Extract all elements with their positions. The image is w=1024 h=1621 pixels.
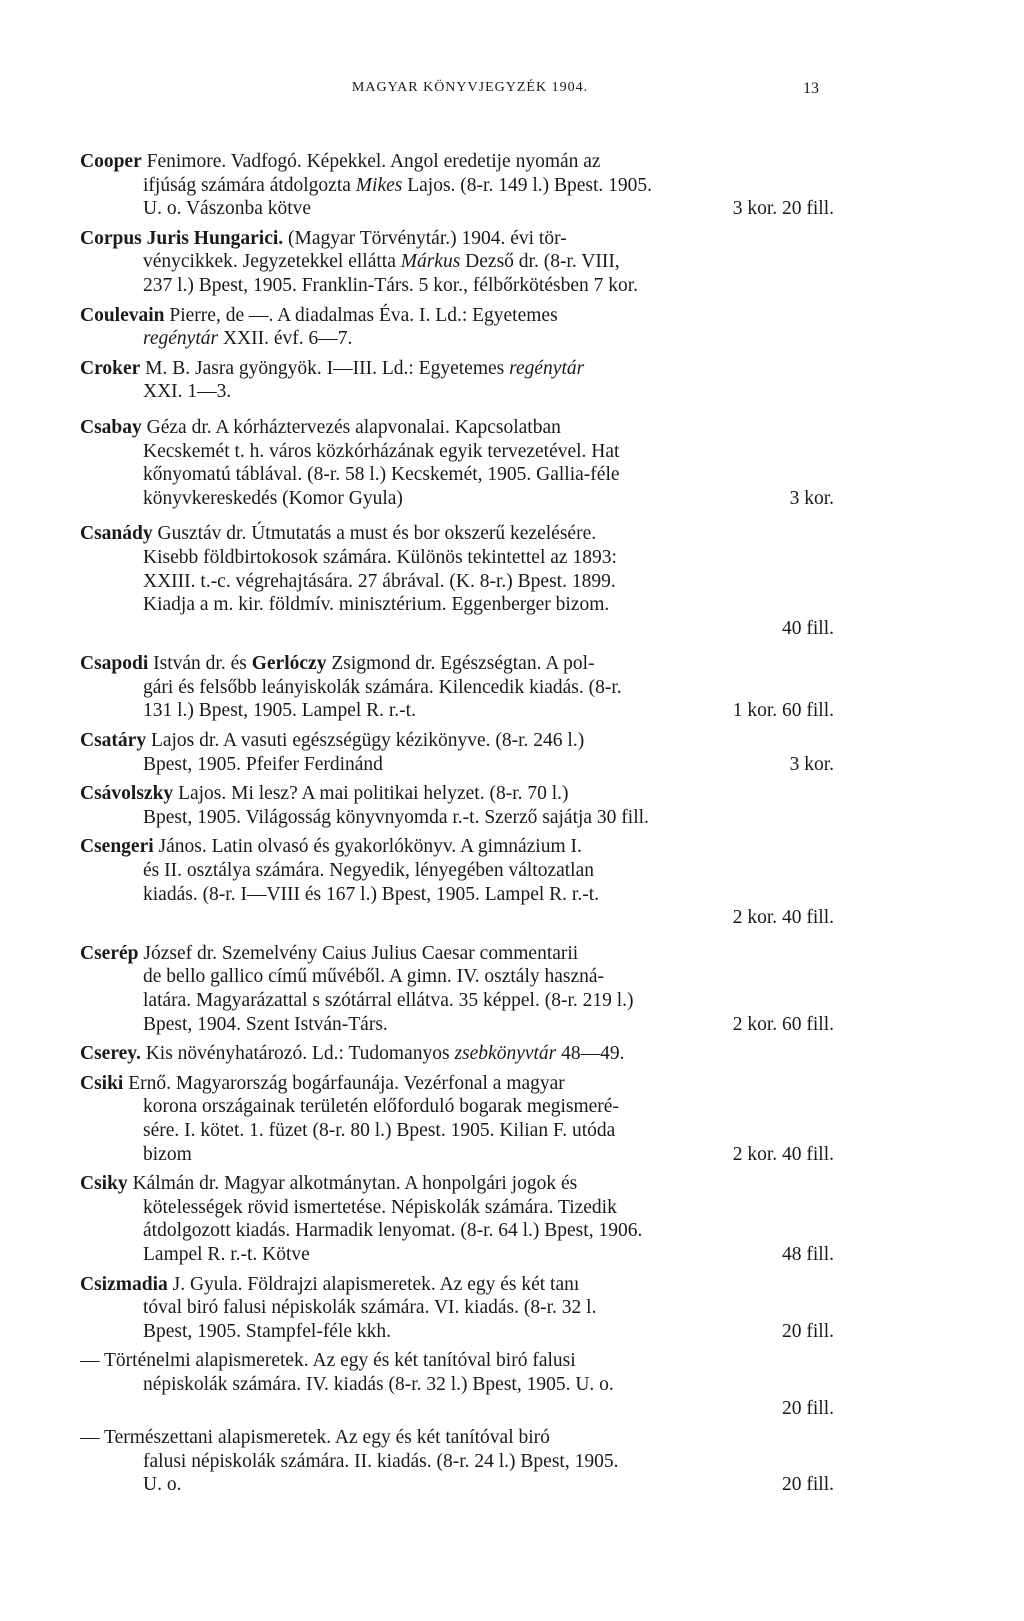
entry-line (80, 357, 834, 381)
entry-line (80, 463, 834, 487)
entry-text: — Történelmi alapismeretek. Az egy és két tanítóval biró falusi (80, 1350, 576, 1372)
entry-text: Fenimore. Vadfogó. Képekkel. Angol eredetije nyomán az (141, 151, 601, 172)
entry-line (80, 1243, 834, 1267)
entry-text: U. o. Vászonba kötve (143, 198, 312, 220)
catalog-entry (80, 1426, 834, 1497)
catalog-entry (80, 227, 834, 298)
catalog-entry (80, 522, 834, 640)
entry-text: 131 l.) Bpest, 1905. Lampel R. r.-t. (143, 700, 416, 722)
author-name: Csabay (80, 416, 142, 438)
author-name: Cserey. (80, 1043, 141, 1065)
entry-text: Kecskemét t. h. város közkórházának egyik tervezetével. Hat (143, 440, 620, 462)
author-name: Cserép (80, 942, 139, 964)
entry-line (80, 1349, 834, 1373)
catalog-entry (80, 304, 834, 351)
entry-line (80, 906, 834, 930)
entry-text: népiskolák számára. IV. kiadás (8-r. 32 l.) Bpest, 1905. U. o. (143, 1373, 614, 1395)
series-name: zsebkönyvtár (454, 1043, 557, 1065)
entry-text: gári és felsőbb leányiskolák számára. Kilencedik kiadás. (8-r. (143, 676, 622, 698)
price: 2 kor. 60 fill. (732, 1013, 834, 1035)
author-name: Csizmadia (80, 1273, 168, 1295)
entry-line (80, 304, 834, 328)
entry-line (80, 652, 834, 676)
entry-line (80, 1095, 834, 1119)
entry-text: Bpest, 1905. Stampfel-féle kkh. (143, 1320, 392, 1342)
entry-line (80, 570, 834, 594)
entry-text: M. B. Jasra gyöngyök. I—III. Ld.: Egyetemes (140, 357, 510, 379)
entry-line (80, 699, 834, 723)
entry-line (80, 546, 834, 570)
coauthor-name: Gerlóczy (251, 653, 327, 675)
entry-text: kötelességek rövid ismertetése. Népiskolák számára. Tizedik (143, 1196, 617, 1218)
price: 20 fill. (782, 1320, 834, 1342)
entry-line (80, 1273, 834, 1297)
entry-text: József dr. Szemelvény Caius Julius Caesar commentarii (138, 942, 579, 964)
entry-text: kőnyomatú táblával. (8-r. 58 l.) Kecskemét, 1905. Gallia-féle (143, 464, 620, 486)
entry-line (80, 1042, 834, 1066)
price: 40 fill. (782, 617, 834, 639)
entry-text: Lajos dr. A vasuti egészségügy kézikönyve. (8-r. 246 l.) (146, 730, 585, 752)
entry-text: János. Latin olvasó és gyakorlókönyv. A gimnázium I. (153, 836, 582, 858)
entry-line (80, 593, 834, 617)
entry-list (80, 150, 834, 1497)
entry-text: Lajos. Mi lesz? A mai politikai helyzet. (8-r. 70 l.) (173, 783, 569, 805)
entry-line (80, 1013, 834, 1037)
entry-line (80, 806, 834, 830)
author-name: Csanády (80, 523, 153, 545)
catalog-entry (80, 1273, 834, 1344)
entry-line (80, 729, 834, 753)
entry-text: de bello gallico című művéből. A gimn. IV. osztály haszná- (143, 966, 605, 988)
entry-line (80, 1473, 834, 1497)
catalog-entry (80, 1349, 834, 1420)
price: 1 kor. 60 fill. (732, 700, 834, 722)
entry-line (80, 227, 834, 251)
entry-line (80, 1172, 834, 1196)
author-name: Csapodi (80, 653, 149, 675)
entry-line (80, 1119, 834, 1143)
entry-line (80, 1397, 834, 1421)
entry-line (80, 676, 834, 700)
author-name: Corpus Juris Hungarici. (80, 227, 284, 249)
entry-text: XXII. évf. 6—7. (218, 328, 353, 350)
entry-text: XXI. 1—3. (143, 381, 232, 403)
catalog-entry (80, 652, 834, 723)
author-name: Croker (80, 357, 141, 379)
author-name: Csengeri (80, 836, 154, 858)
entry-line (80, 250, 834, 274)
entry-line (80, 883, 834, 907)
entry-line (80, 174, 834, 198)
entry-text: — Természettani alapismeretek. Az egy és két tanítóval biró (80, 1427, 550, 1449)
entry-line (80, 617, 834, 641)
entry-text: Gusztáv dr. Útmutatás a must és bor okszerű kezelésére. (152, 523, 597, 545)
entry-line (80, 942, 834, 966)
entry-text: Kisebb földbirtokosok számára. Különös tekintettel az 1893: (143, 546, 617, 568)
entry-line (80, 1320, 834, 1344)
entry-text: 237 l.) Bpest, 1905. Franklin-Társ. 5 kor., félbőrkötésben 7 kor. (143, 274, 639, 296)
catalog-entry (80, 357, 834, 404)
catalog-entry (80, 416, 834, 510)
entry-line (80, 835, 834, 859)
entry-text: Bpest, 1904. Szent István-Társ. (143, 1013, 388, 1035)
series-name: Márkus (400, 251, 461, 273)
entry-text: átdolgozott kiadás. Harmadik lenyomat. (8-r. 64 l.) Bpest, 1906. (143, 1220, 643, 1242)
entry-text: Kis növényhatározó. Ld.: Tudomanyos (140, 1043, 455, 1065)
catalog-entry (80, 1042, 834, 1066)
entry-line (80, 487, 834, 511)
price: 2 kor. 40 fill. (732, 1143, 834, 1165)
author-name: Cooper (80, 151, 142, 172)
entry-line (80, 1072, 834, 1096)
page-number: 13 (803, 80, 819, 97)
entry-text: (Magyar Törvénytár.) 1904. évi tör- (283, 227, 567, 249)
entry-line (80, 965, 834, 989)
entry-line (80, 197, 834, 221)
entry-text: kiadás. (8-r. I—VIII és 167 l.) Bpest, 1905. Lampel R. r.-t. (143, 883, 599, 905)
entry-text: sére. I. kötet. 1. füzet (8-r. 80 l.) Bpest. 1905. Kilian F. utóda (143, 1119, 616, 1141)
entry-text: Zsigmond dr. Egészségtan. A pol- (326, 653, 595, 675)
running-header: MAGYAR KÖNYVJEGYZÉK 1904. (351, 80, 589, 95)
price: 3 kor. (789, 753, 834, 775)
price: 3 kor. (789, 487, 834, 509)
entry-text: könyvkereskedés (Komor Gyula) (143, 487, 403, 509)
entry-text: Dezső dr. (8-r. VIII, (460, 251, 620, 273)
entry-line (80, 1219, 834, 1243)
entry-text: Ernő. Magyarország bogárfaunája. Vezérfonal a magyar (123, 1072, 565, 1094)
entry-text: Bpest, 1905. Világosság könyvnyomda r.-t. Szerző sajátja 30 fill. (143, 806, 649, 828)
entry-line (80, 1196, 834, 1220)
entry-text: latára. Magyarázattal s szótárral ellátva. 35 képpel. (8-r. 219 l.) (143, 990, 634, 1011)
entry-line (80, 150, 834, 174)
author-name: Csávolszky (80, 783, 174, 805)
entry-line (80, 753, 834, 777)
entry-text: vénycikkek. Jegyzetekkel ellátta (143, 251, 401, 273)
entry-text: U. o. (143, 1474, 182, 1496)
entry-line (80, 1426, 834, 1450)
entry-text: Kiadja a m. kir. földmív. minisztérium. Eggenberger bizom. (143, 594, 610, 616)
catalog-entry (80, 729, 834, 776)
entry-line (80, 380, 834, 404)
entry-text: 48—49. (556, 1043, 625, 1065)
catalog-entry (80, 942, 834, 1036)
entry-text: Lampel R. r.-t. Kötve (143, 1243, 310, 1265)
author-name: Csiki (80, 1072, 124, 1094)
entry-line (80, 1450, 834, 1474)
price: 20 fill. (782, 1397, 834, 1419)
entry-text: Géza dr. A kórháztervezés alapvonalai. Kapcsolatban (141, 416, 561, 438)
entry-text: Bpest, 1905. Pfeifer Ferdinánd (143, 753, 383, 775)
entry-line (80, 989, 834, 1013)
catalog-entry (80, 782, 834, 829)
series-name: regénytár (143, 328, 219, 350)
entry-text: István dr. és (148, 653, 252, 675)
entry-line (80, 274, 834, 298)
price: 3 kor. 20 fill. (732, 198, 834, 220)
entry-line (80, 416, 834, 440)
entry-line (80, 859, 834, 883)
entry-line (80, 1373, 834, 1397)
entry-text: Lajos. (8-r. 149 l.) Bpest. 1905. (402, 174, 653, 196)
catalog-entry (80, 835, 834, 929)
entry-line (80, 1296, 834, 1320)
entry-line (80, 440, 834, 464)
entry-line (80, 327, 834, 351)
entry-text: bizom (143, 1143, 192, 1165)
catalog-entry (80, 1072, 834, 1166)
entry-line (80, 782, 834, 806)
series-name: Mikes (355, 174, 403, 196)
entry-text: XXIII. t.-c. végrehajtására. 27 ábrával. (K. 8-r.) Bpest. 1899. (143, 570, 616, 592)
series-name: regénytár (509, 357, 585, 379)
price: 2 kor. 40 fill. (732, 907, 834, 929)
author-name: Csatáry (80, 730, 147, 752)
price: 48 fill. (782, 1243, 834, 1265)
entry-text: Pierre, de —. A diadalmas Éva. I. Ld.: Egyetemes (164, 304, 558, 326)
entry-text: korona országainak területén előforduló bogarak megismeré- (143, 1096, 619, 1118)
entry-text: J. Gyula. Földrajzi alapismeretek. Az egy és két tanı (167, 1273, 580, 1295)
catalog-entry (80, 1172, 834, 1266)
entry-text: ifjúság számára átdolgozta (143, 174, 356, 196)
entry-text: tóval biró falusi népiskolák számára. VI. kiadás. (8-r. 32 l. (143, 1297, 597, 1319)
author-name: Coulevain (80, 304, 165, 326)
entry-text: és II. osztálya számára. Negyedik, lényegében változatlan (143, 860, 595, 882)
entry-line (80, 1143, 834, 1167)
entry-line (80, 522, 834, 546)
author-name: Csiky (80, 1173, 128, 1195)
catalog-entry (80, 150, 834, 221)
price: 20 fill. (782, 1474, 834, 1496)
entry-text: falusi népiskolák számára. II. kiadás. (8-r. 24 l.) Bpest, 1905. (143, 1450, 619, 1472)
entry-text: Kálmán dr. Magyar alkotmánytan. A honpolgári jogok és (127, 1173, 578, 1195)
